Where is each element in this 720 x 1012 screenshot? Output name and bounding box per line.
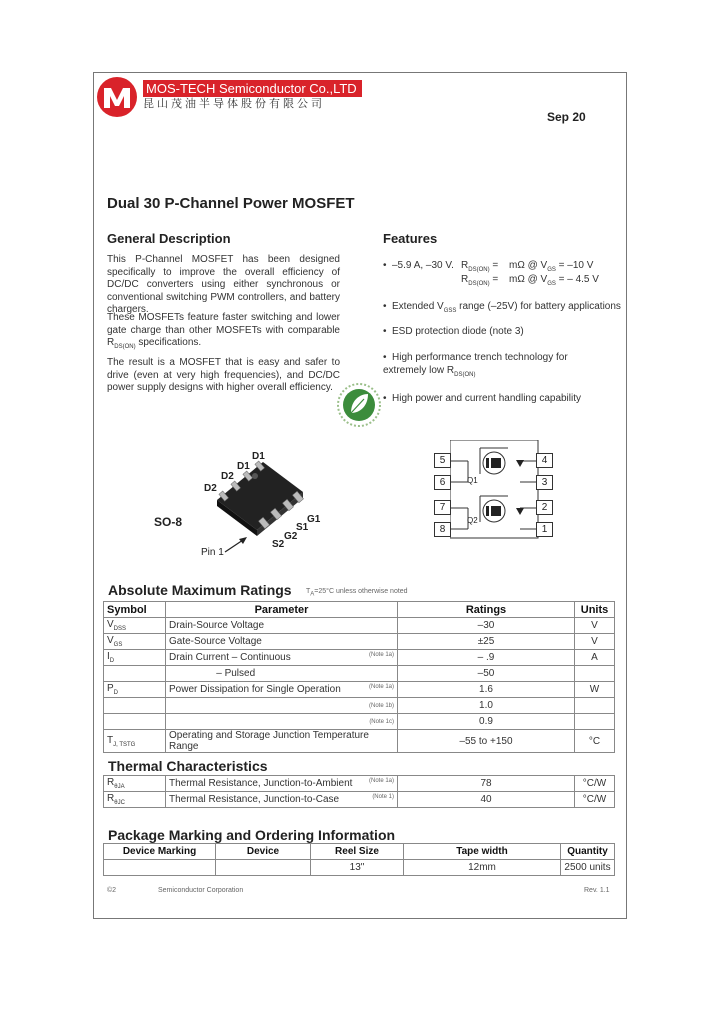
schematic-pin: 3 bbox=[536, 475, 553, 490]
company-name: MOS-TECH Semiconductor Co.,LTD bbox=[143, 80, 362, 97]
abs-table bbox=[103, 601, 615, 753]
col-header: Ratings bbox=[398, 602, 575, 618]
cell-param: Drain-Source Voltage bbox=[166, 618, 398, 634]
cell-value: –30 bbox=[398, 618, 575, 634]
feature-4: • High performance trench technology for extremely low $R_{DS(ON)}$ bbox=[383, 352, 568, 378]
schematic-pin: 4 bbox=[536, 453, 553, 468]
cell-symbol bbox=[104, 698, 166, 714]
cell-symbol: $R_{\theta JC}$ bbox=[104, 792, 166, 808]
cell-quantity: 2500 units bbox=[561, 860, 615, 876]
feature-2: • Extended $V_{GSS}$ range (–25V) for battery applications bbox=[383, 301, 621, 314]
cell-param: Thermal Resistance, Junction-to-Case (Note 1) bbox=[166, 792, 398, 808]
abs-condition: $T_A=25^\circ C$ unless otherwise noted bbox=[306, 588, 408, 598]
cell-value: ±25 bbox=[398, 634, 575, 650]
cell-value: 1.0 bbox=[398, 698, 575, 714]
cell-param: Drain Current – Continuous (Note 1a) bbox=[166, 650, 398, 666]
cell-unit: A bbox=[575, 650, 615, 666]
pin-label-g2: G2 bbox=[284, 531, 298, 542]
col-header: Symbol bbox=[104, 602, 166, 618]
cell-unit: V bbox=[575, 618, 615, 634]
cell-symbol: $V_{DSS}$ bbox=[104, 618, 166, 634]
footer-copyright: ©2 bbox=[107, 887, 117, 894]
doc-date: Sep 20 bbox=[547, 110, 586, 124]
cell-param: (Note 1b) bbox=[166, 698, 398, 714]
abs-heading: Absolute Maximum Ratings bbox=[108, 582, 292, 598]
schematic-pin: 8 bbox=[434, 522, 451, 537]
pin-label-s1: S1 bbox=[296, 522, 309, 533]
cell-param: – Pulsed bbox=[166, 666, 398, 682]
cell-param: (Note 1c) bbox=[166, 714, 398, 730]
cell-unit bbox=[575, 698, 615, 714]
table-row bbox=[104, 634, 615, 650]
ordering-heading: Package Marking and Ordering Information bbox=[108, 827, 396, 843]
cell-param: Gate-Source Voltage bbox=[166, 634, 398, 650]
package-name: SO-8 bbox=[154, 515, 183, 529]
table-row bbox=[104, 776, 615, 792]
feature-1: • –5.9 A, –30 V. $R_{DS(ON)}$ = mΩ @ $V_{GS} = -10$ V bbox=[383, 260, 594, 273]
pin-label-d1b: D1 bbox=[237, 461, 250, 472]
feature-3: • ESD protection diode (note 3) bbox=[383, 326, 524, 337]
thermal-table bbox=[103, 775, 615, 808]
pin1-label: Pin 1 bbox=[201, 547, 224, 558]
col-header: Tape width bbox=[404, 844, 561, 860]
table-row bbox=[104, 618, 615, 634]
cell-unit: °C bbox=[575, 730, 615, 753]
q2-label: Q2 bbox=[467, 516, 478, 525]
q1-label: Q1 bbox=[467, 476, 478, 485]
cell-unit bbox=[575, 714, 615, 730]
general-p2: These MOSFETs feature faster switching and lower gate charge than other MOSFETs with comparable $R_{DS(ON)}$ specifications. bbox=[107, 312, 340, 350]
col-header: Parameter bbox=[166, 602, 398, 618]
company-name-cn: 昆山茂油半导体股份有限公司 bbox=[143, 97, 325, 110]
general-heading: General Description bbox=[107, 231, 231, 246]
cell-value: –55 to +150 bbox=[398, 730, 575, 753]
pin-label-d1a: D1 bbox=[252, 451, 265, 462]
pin-label-d2a: D2 bbox=[221, 471, 234, 482]
cell-symbol: $T_{J, TSTG}$ bbox=[104, 730, 166, 753]
so8-package-drawing bbox=[195, 448, 335, 558]
cell-value: 78 bbox=[398, 776, 575, 792]
company-logo bbox=[96, 76, 138, 118]
pin-label-d2b: D2 bbox=[204, 483, 217, 494]
ordering-table bbox=[103, 843, 615, 876]
col-header: Reel Size bbox=[311, 844, 404, 860]
cell-unit: °C/W bbox=[575, 792, 615, 808]
table-row bbox=[104, 682, 615, 698]
cell-reel: 13" bbox=[311, 860, 404, 876]
table-row bbox=[104, 666, 615, 682]
page-title: Dual 30 P-Channel Power MOSFET bbox=[107, 195, 355, 212]
footer-company: Semiconductor Corporation bbox=[158, 887, 244, 894]
cell-value: – .9 bbox=[398, 650, 575, 666]
cell-symbol: $R_{\theta JA}$ bbox=[104, 776, 166, 792]
thermal-heading: Thermal Characteristics bbox=[108, 758, 268, 774]
table-header-row bbox=[104, 844, 615, 860]
cell-unit: °C/W bbox=[575, 776, 615, 792]
cell-symbol: $V_{GS}$ bbox=[104, 634, 166, 650]
col-header: Device bbox=[216, 844, 311, 860]
schematic-pin: 1 bbox=[536, 522, 553, 537]
cell-unit: V bbox=[575, 634, 615, 650]
schematic-pin: 2 bbox=[536, 500, 553, 515]
cell-unit bbox=[575, 666, 615, 682]
footer-rev: Rev. 1.1 bbox=[584, 887, 610, 894]
schematic-diagram bbox=[450, 440, 540, 540]
general-p1: This P-Channel MOSFET has been designed specifically to improve the overall efficiency of DC/DC converters using either synchronous or conventional switching PWM controllers, and battery chargers. bbox=[107, 254, 340, 315]
cell-marking bbox=[104, 860, 216, 876]
cell-value: 0.9 bbox=[398, 714, 575, 730]
col-header: Quantity bbox=[561, 844, 615, 860]
cell-unit: W bbox=[575, 682, 615, 698]
table-row bbox=[104, 650, 615, 666]
cell-value: 1.6 bbox=[398, 682, 575, 698]
cell-param: Thermal Resistance, Junction-to-Ambient (Note 1a) bbox=[166, 776, 398, 792]
feature-1-line2: $R_{DS(ON)}$ = mΩ @ $V_{GS}$ = – 4.5 V bbox=[461, 274, 599, 287]
pin-label-g1: G1 bbox=[307, 514, 321, 525]
general-p3: The result is a MOSFET that is easy and safer to drive (even at very high frequencies), and DC/DC power supply designs with higher overall efficiency. bbox=[107, 357, 340, 393]
green-leaf-icon bbox=[336, 380, 382, 430]
table-row bbox=[104, 698, 615, 714]
features-heading: Features bbox=[383, 231, 438, 246]
cell-device bbox=[216, 860, 311, 876]
cell-param: Operating and Storage Junction Temperature Range bbox=[166, 730, 398, 753]
table-header-row bbox=[104, 602, 615, 618]
cell-symbol bbox=[104, 666, 166, 682]
table-row bbox=[104, 792, 615, 808]
table-row bbox=[104, 714, 615, 730]
cell-value: –50 bbox=[398, 666, 575, 682]
cell-value: 40 bbox=[398, 792, 575, 808]
feature-5: • High power and current handling capability bbox=[383, 393, 582, 404]
schematic-pin: 6 bbox=[434, 475, 451, 490]
col-header: Device Marking bbox=[104, 844, 216, 860]
cell-tape: 12mm bbox=[404, 860, 561, 876]
cell-param: Power Dissipation for Single Operation (Note 1a) bbox=[166, 682, 398, 698]
col-header: Units bbox=[575, 602, 615, 618]
table-row bbox=[104, 860, 615, 876]
cell-symbol bbox=[104, 714, 166, 730]
cell-symbol: $P_D$ bbox=[104, 682, 166, 698]
schematic-pin: 5 bbox=[434, 453, 451, 468]
table-row bbox=[104, 730, 615, 753]
cell-symbol: $I_D$ bbox=[104, 650, 166, 666]
pin-label-s2: S2 bbox=[272, 539, 285, 550]
schematic-pin: 7 bbox=[434, 500, 451, 515]
